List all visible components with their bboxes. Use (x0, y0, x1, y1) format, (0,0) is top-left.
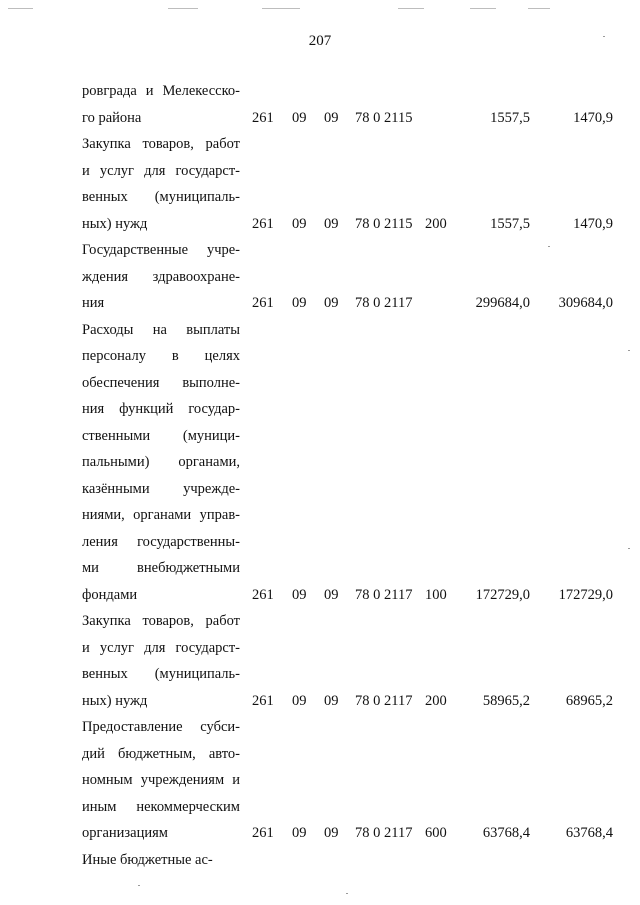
row-description-line: ных) нужд (82, 692, 148, 709)
scan-speck (628, 350, 630, 351)
row-description-line: Расходы на выплаты (82, 321, 240, 338)
amount-year1-cell: 172729,0 (475, 586, 530, 603)
row-description-line: ми внебюджетными (82, 560, 240, 576)
ministry-code-cell: 261 (252, 825, 274, 841)
row-description-line: пальными) органами, (82, 454, 240, 470)
row-description-line: ниями, органами управ- (82, 507, 240, 523)
row-description-line: и услуг для государст- (82, 639, 240, 656)
amount-year1-cell: 63768,4 (482, 825, 530, 841)
page-number: 207 (308, 33, 332, 49)
scan-speck (138, 885, 140, 886)
amount-year2-cell: 1470,9 (573, 109, 613, 126)
row-description-line: ровграда и Мелекесско- (82, 83, 240, 99)
scan-speck (548, 246, 550, 247)
target-article-cell: 78 0 2117 (355, 825, 413, 841)
subsection-code-cell: 09 (324, 825, 339, 841)
section-code-cell: 09 (292, 825, 307, 841)
amount-year1-cell: 299684,0 (475, 295, 530, 311)
top-scan-rule (262, 8, 300, 9)
row-description-line: ния функций государ- (82, 401, 240, 417)
scan-speck (346, 893, 348, 894)
amount-year1-cell: 58965,2 (482, 692, 530, 709)
top-scan-rule (528, 8, 550, 9)
row-description-line: иным некоммерческим (82, 798, 240, 815)
subsection-code-cell: 09 (324, 295, 339, 311)
section-code-cell: 09 (292, 215, 307, 232)
amount-year2-cell: 1470,9 (573, 215, 613, 232)
expense-type-cell: 200 (425, 215, 447, 232)
ministry-code-cell: 261 (252, 692, 274, 709)
row-description-line: дий бюджетным, авто- (82, 745, 240, 762)
row-description-line: Закупка товаров, работ (82, 136, 240, 152)
row-description-line: го района (82, 109, 142, 126)
row-description-line: казёнными учрежде- (82, 480, 240, 497)
row-description-line: номным учреждениям и (82, 772, 240, 788)
expense-type-cell: 100 (425, 586, 447, 603)
row-description-line: Государственные учре- (82, 242, 240, 258)
expense-type-cell: 200 (425, 692, 447, 709)
target-article-cell: 78 0 2117 (355, 295, 413, 311)
top-scan-rule (168, 8, 198, 9)
expense-type-cell: 600 (425, 825, 447, 841)
subsection-code-cell: 09 (324, 586, 339, 603)
ministry-code-cell: 261 (252, 295, 274, 311)
scan-speck (628, 548, 630, 549)
row-description-line: и услуг для государст- (82, 162, 240, 179)
row-description-line: ления государственны- (82, 533, 240, 550)
top-scan-rule (470, 8, 496, 9)
amount-year1-cell: 1557,5 (490, 109, 530, 126)
target-article-cell: 78 0 2115 (355, 215, 413, 232)
row-description-line: организациям (82, 825, 168, 841)
amount-year2-cell: 63768,4 (565, 825, 613, 841)
row-description-line: ния (82, 295, 105, 311)
row-description-line: Закупка товаров, работ (82, 613, 240, 629)
target-article-cell: 78 0 2117 (355, 692, 413, 709)
target-article-cell: 78 0 2117 (355, 586, 413, 603)
row-description-line: фондами (82, 586, 138, 603)
row-description-line: ственными (муници- (82, 427, 240, 444)
row-description-line: Иные бюджетные ас- (82, 851, 213, 868)
section-code-cell: 09 (292, 295, 307, 311)
amount-year1-cell: 1557,5 (490, 215, 530, 232)
target-article-cell: 78 0 2115 (355, 109, 413, 126)
row-description-line: персоналу в целях (82, 348, 240, 364)
subsection-code-cell: 09 (324, 215, 339, 232)
top-scan-rule (8, 8, 33, 9)
row-description-line: Предоставление субси- (82, 719, 240, 735)
amount-year2-cell: 309684,0 (558, 295, 613, 311)
row-description-line: венных (муниципаль- (82, 189, 240, 205)
row-description-line: ждения здравоохране- (82, 268, 240, 285)
row-description-line: венных (муниципаль- (82, 666, 240, 682)
section-code-cell: 09 (292, 692, 307, 709)
ministry-code-cell: 261 (252, 586, 274, 603)
section-code-cell: 09 (292, 109, 307, 126)
ministry-code-cell: 261 (252, 109, 274, 126)
ministry-code-cell: 261 (252, 215, 274, 232)
row-description-line: обеспечения выполне- (82, 374, 240, 391)
amount-year2-cell: 68965,2 (565, 692, 613, 709)
subsection-code-cell: 09 (324, 109, 339, 126)
top-scan-rule (398, 8, 424, 9)
amount-year2-cell: 172729,0 (558, 586, 613, 603)
row-description-line: ных) нужд (82, 215, 148, 232)
section-code-cell: 09 (292, 586, 307, 603)
subsection-code-cell: 09 (324, 692, 339, 709)
